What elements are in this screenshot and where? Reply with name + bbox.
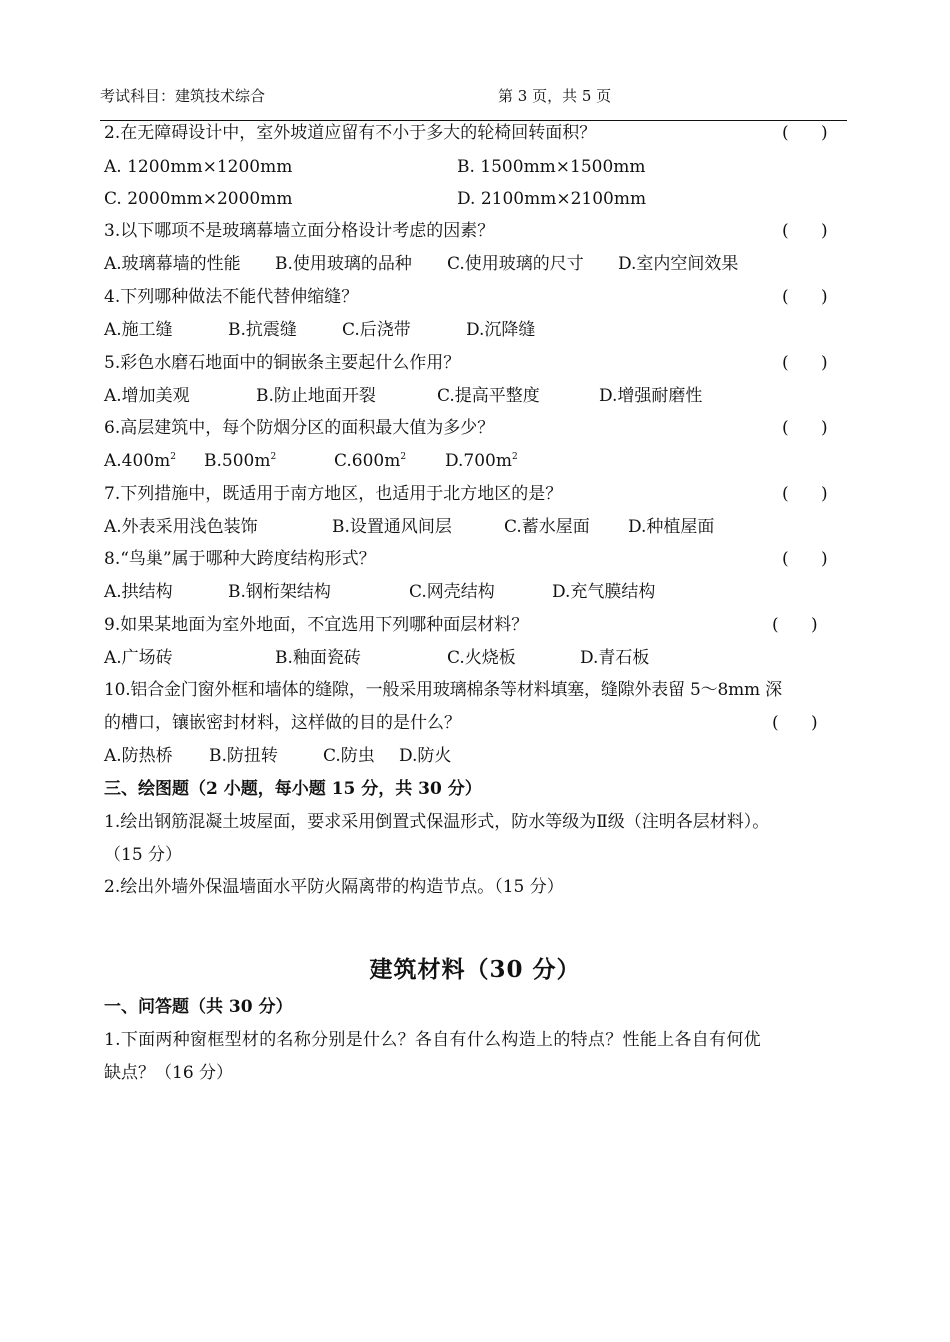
materials-section-heading: 一、问答题（共 30 分） [104,997,293,1017]
superscript: 2 [400,452,407,462]
answer-blank-q3: ( ) [782,221,828,241]
option-b: B. 1500mm×1500mm [457,157,646,177]
question-2-stem: 2.在无障碍设计中，室外坡道应留有不小于多大的轮椅回转面积？ [104,123,597,143]
option-a [104,450,176,472]
option-a: A.玻璃幕墙的性能 [104,254,241,274]
question-7-stem: 7.下列措施中，既适用于南方地区，也适用于北方地区的是？ [104,484,563,504]
option-b-text: B.500m [204,451,271,471]
answer-blank-q8: ( ) [782,549,828,569]
option-c: C.蓄水屋面 [504,517,590,537]
answer-blank-q7: ( ) [782,484,828,504]
option-b: B.设置通风间层 [332,517,452,537]
option-a-text: A.400m [104,451,171,471]
answer-blank-q4: ( ) [782,287,828,307]
header-rule [100,120,847,121]
exam-subject: 考试科目：建筑技术综合 [100,87,266,105]
drawing-question-1-line2: （15 分） [104,845,183,865]
option-c: C.后浇带 [342,320,411,340]
option-b: B.钢桁架结构 [228,582,331,602]
option-c: C.火烧板 [447,648,516,668]
option-a: A.外表采用浅色装饰 [104,517,258,537]
question-6-stem: 6.高层建筑中，每个防烟分区的面积最大值为多少？ [104,418,495,438]
question-4-stem: 4.下列哪种做法不能代替伸缩缝？ [104,287,359,307]
superscript: 2 [270,452,277,462]
answer-blank-q5: ( ) [782,353,828,373]
answer-blank-q2: ( ) [782,123,828,143]
answer-blank-q9: ( ) [772,615,818,635]
option-c: C.防虫 [323,746,375,766]
option-b: B.釉面瓷砖 [275,648,361,668]
option-a: A.增加美观 [104,386,190,406]
section-3-heading: 三、绘图题（2 小题，每小题 15 分，共 30 分） [104,779,482,799]
superscript: 2 [170,452,176,462]
option-d [445,450,518,472]
question-10-stem-line1: 10.铝合金门窗外框和墙体的缝隙，一般采用玻璃棉条等材料填塞，缝隙外表留 5～8mm 深 [104,680,782,700]
option-b: B.抗震缝 [228,320,297,340]
question-5-stem: 5.彩色水磨石地面中的铜嵌条主要起什么作用？ [104,353,461,373]
option-c: C.提高平整度 [437,386,540,406]
page-indicator: 第 3 页，共 5 页 [498,87,612,105]
drawing-question-2: 2.绘出外墙外保温墙面水平防火隔离带的构造节点。（15 分） [104,877,564,897]
option-d: D.室内空间效果 [618,254,739,274]
option-b: B.使用玻璃的品种 [275,254,412,274]
option-d: D.增强耐磨性 [599,386,703,406]
answer-blank-q10: ( ) [772,713,818,733]
option-c-text: C.600m [334,451,401,471]
option-d: D.沉降缝 [466,320,536,340]
option-d: D.种植屋面 [628,517,715,537]
answer-blank-q6: ( ) [782,418,828,438]
option-c: C.使用玻璃的尺寸 [447,254,584,274]
option-a: A.广场砖 [104,648,173,668]
option-d: D.充气膜结构 [552,582,656,602]
question-9-stem: 9.如果某地面为室外地面，不宜选用下列哪种面层材料？ [104,615,529,635]
section-title-materials: 建筑材料（30 分） [369,956,581,983]
question-8-stem: 8.“鸟巢”属于哪种大跨度结构形式？ [104,549,376,569]
option-a: A.拱结构 [104,582,173,602]
drawing-question-1-line1: 1.绘出钢筋混凝土坡屋面，要求采用倒置式保温形式，防水等级为Ⅱ级（注明各层材料）。 [104,812,770,832]
option-c: C.网壳结构 [409,582,495,602]
question-10-stem-line2: 的槽口，镶嵌密封材料，这样做的目的是什么？ [104,713,461,733]
materials-question-1-line1: 1.下面两种窗框型材的名称分别是什么？各自有什么构造上的特点？性能上各自有何优 [104,1030,761,1050]
option-d: D.青石板 [580,648,650,668]
option-a: A.防热桥 [104,746,173,766]
option-a: A. 1200mm×1200mm [104,157,293,177]
option-d: D.防火 [399,746,452,766]
option-b [204,450,276,472]
superscript: 2 [512,452,518,462]
option-a: A.施工缝 [104,320,173,340]
option-d-text: D.700m [445,451,512,471]
option-d: D. 2100mm×2100mm [457,189,647,209]
question-3-stem: 3.以下哪项不是玻璃幕墙立面分格设计考虑的因素？ [104,221,495,241]
option-c: C. 2000mm×2000mm [104,189,293,209]
materials-question-1-line2: 缺点？（16 分） [104,1063,234,1083]
option-c [334,450,406,472]
option-b: B.防扭转 [209,746,278,766]
option-b: B.防止地面开裂 [256,386,376,406]
